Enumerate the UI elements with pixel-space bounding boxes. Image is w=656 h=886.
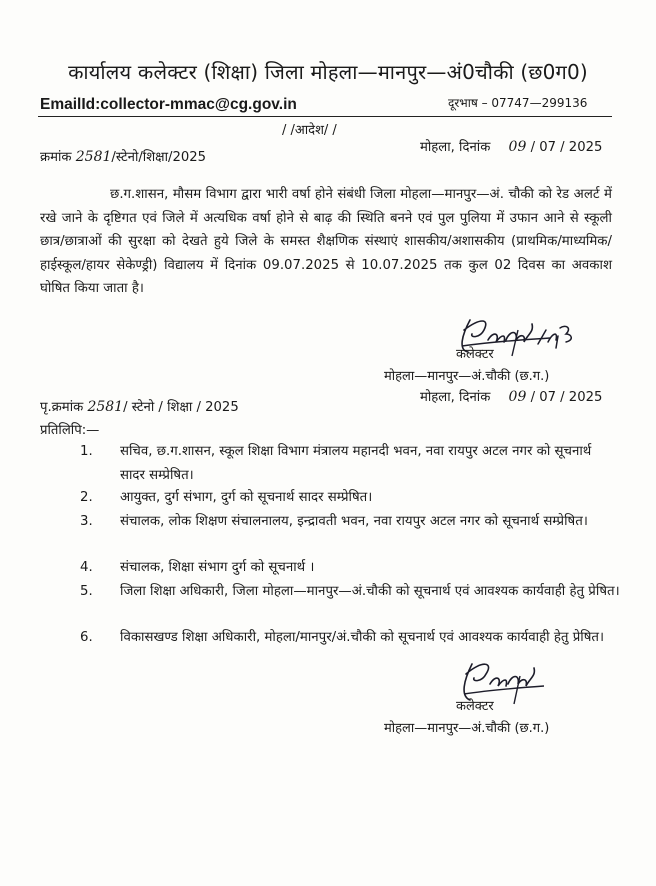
order-reference (40, 147, 206, 165)
office-title: कार्यालय कलेक्टर (शिक्षा) जिला मोहला—मानपुर—अं0चौकी (छ0ग0) (68, 60, 588, 84)
email-id: EmailId:collector-mmac@cg.gov.in (40, 96, 297, 113)
recipient-text: आयुक्त, दुर्ग संभाग, दुर्ग को सूचनार्थ सादर सम्प्रेषित। (120, 490, 373, 505)
order-heading: / /आदेश/ / (282, 123, 337, 138)
copy-date-rest: / 07 / 2025 (530, 390, 603, 405)
copy-heading: प्रतिलिपि:— (40, 423, 100, 438)
recipient-number: 2. (80, 490, 93, 505)
signature-place-2: मोहला—मानपुर—अं.चौकी (छ.ग.) (384, 721, 550, 736)
header-divider (38, 116, 612, 117)
order-date-line (420, 137, 602, 155)
copy-ref-number: 2581 (87, 399, 124, 415)
copy-ref-suffix: / स्टेनो / शिक्षा / 2025 (123, 400, 239, 415)
order-ref-prefix: क्रमांक (40, 150, 72, 165)
recipient-number: 1. (80, 444, 93, 459)
phone-number: दूरभाष – 07747—299136 (448, 96, 588, 110)
copy-ref-prefix: पृ.क्रमांक (40, 400, 84, 415)
order-body: छ.ग.शासन, मौसम विभाग द्वारा भारी वर्षा होने संबंधी जिला मोहला—मानपुर—अं. चौकी को रेड अलर्ट में रखे जाने के दृष्टिगत एवं जिले में अत्यधिक वर्षा होने से बाढ़ की स्थिति बनने एवं पुल पुलिया में उफान आने से स्कूली छात्र/छात्राओं की सुरक्षा को देखते हुये जिले के समस्त शैक्षणिक संस्थाएं शासकीय/अशासकीय (प्राथमिक/माध्यमिक/हाईस्कूल/हायर सेकेण्ड्री) विद्यालय में दिनांक 09.07.2025 से 10.07.2025 तक कुल 02 दिवस का अवकाश घोषित किया जाता है। (40, 187, 612, 296)
order-date-handwritten: 09 (508, 139, 527, 155)
recipient-number: 3. (80, 514, 93, 529)
order-place-date-label: मोहला, दिनांक (420, 140, 491, 155)
recipient-text: सचिव, छ.ग.शासन, स्कूल शिक्षा विभाग मंत्रालय महानदी भवन, नवा रायपुर अटल नगर को सूचनार्थ सादर सम्प्रेषित। (120, 444, 592, 483)
copy-place-date-label: मोहला, दिनांक (420, 390, 491, 405)
recipient-number: 6. (80, 630, 93, 645)
order-ref-suffix: /स्टेनो/शिक्षा/2025 (111, 150, 207, 165)
copy-reference (40, 397, 239, 415)
order-ref-number: 2581 (75, 149, 112, 165)
signature-designation-1: कलेक्टर (456, 347, 494, 362)
recipient-number: 4. (80, 560, 93, 575)
signature-place-1: मोहला—मानपुर—अं.चौकी (छ.ग.) (384, 369, 550, 384)
recipient-text: जिला शिक्षा अधिकारी, जिला मोहला—मानपुर—अं.चौकी को सूचनार्थ एवं आवश्यक कार्यवाही हेतु प्रेषित। (120, 584, 620, 599)
signature-designation-2: कलेक्टर (456, 699, 494, 714)
recipient-text: संचालक, शिक्षा संभाग दुर्ग को सूचनार्थ । (120, 560, 315, 575)
copy-date-line (420, 387, 602, 405)
recipient-text: विकासखण्ड शिक्षा अधिकारी, मोहला/मानपुर/अं.चौकी को सूचनार्थ एवं आवश्यक कार्यवाही हेतु प्रेषित। (120, 630, 605, 645)
order-date-rest: / 07 / 2025 (530, 140, 603, 155)
copy-date-handwritten: 09 (508, 389, 527, 405)
recipient-number: 5. (80, 584, 93, 599)
recipient-text: संचालक, लोक शिक्षण संचालनालय, इन्द्रावती भवन, नवा रायपुर अटल नगर को सूचनार्थ सम्प्रेषित। (120, 514, 588, 529)
